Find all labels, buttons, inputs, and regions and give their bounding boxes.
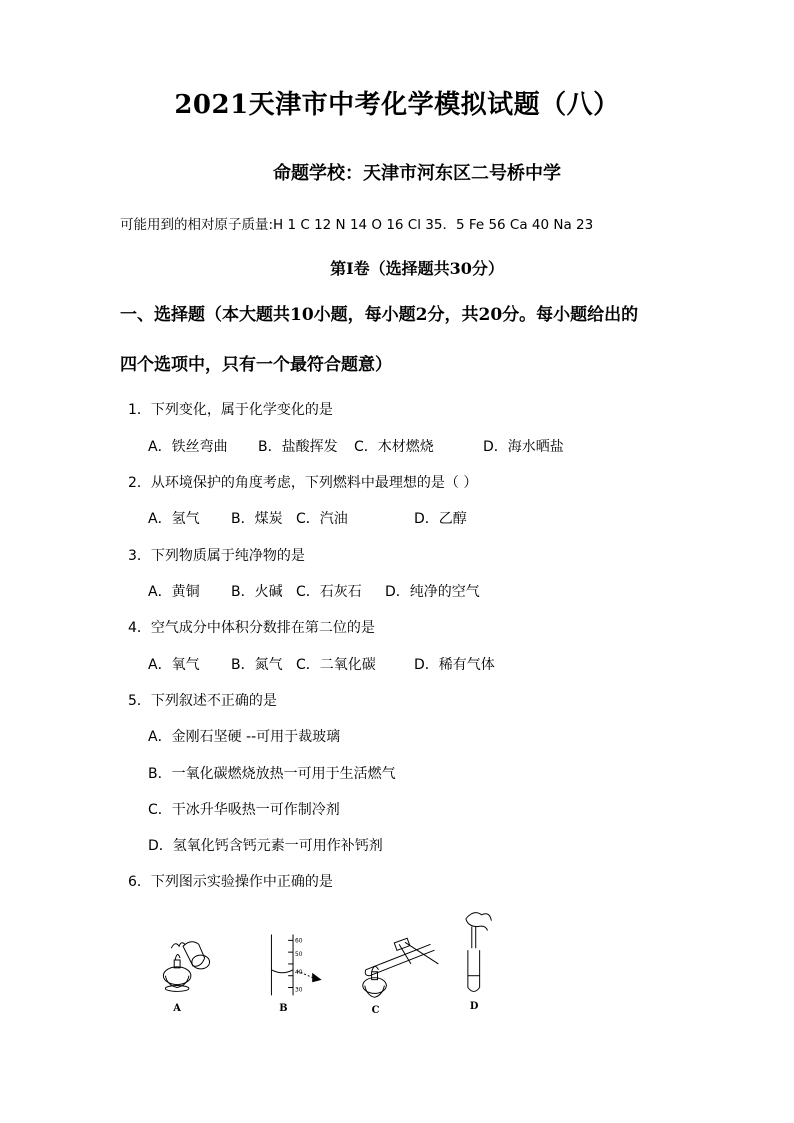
question-6-stem: 6．下列图示实验操作中正确的是 bbox=[128, 874, 333, 890]
figure-a-alcohol-lamps bbox=[163, 942, 209, 992]
atomic-masses: 可能用到的相对原子质量:H 1 C 12 N 14 O 16 Cl 35．5 Fe 56 Ca 40 Na 23 bbox=[120, 217, 594, 233]
question-1-stem: 1．下列变化，属于化学变化的是 bbox=[128, 402, 333, 418]
question-2-option-c: C．汽油 bbox=[296, 511, 348, 527]
section-title-line1: 一、选择题（本大题共10小题，每小题2分，共20分。每小题给出的 bbox=[120, 305, 639, 325]
figure-c-test-tube-heating bbox=[363, 938, 439, 997]
question-3-option-d: D．纯净的空气 bbox=[385, 584, 480, 600]
cylinder-tick-40: 40 bbox=[295, 969, 303, 976]
question-3-option-c: C．石灰石 bbox=[296, 584, 362, 600]
lab-operation-figures bbox=[150, 905, 550, 1015]
cylinder-tick-60: 60 bbox=[295, 938, 303, 945]
question-4-option-c: C．二氧化碳 bbox=[296, 657, 376, 673]
figure-label-a: A bbox=[173, 1003, 181, 1015]
question-3-option-b: B．火碱 bbox=[231, 584, 283, 600]
question-4-option-a: A．氧气 bbox=[148, 657, 200, 673]
question-5-option-c: C．干冰升华吸热一可作制冷剂 bbox=[148, 802, 340, 818]
question-5-stem: 5．下列叙述不正确的是 bbox=[128, 693, 277, 709]
question-5-option-b: B．一氧化碳燃烧放热一可用于生活燃气 bbox=[148, 766, 396, 782]
question-1-option-d: D．海水晒盐 bbox=[483, 439, 564, 455]
figure-d-dropper-test-tube bbox=[466, 913, 492, 992]
volume-title: 第I卷（选择题共30分） bbox=[330, 259, 504, 278]
question-5-option-d: D．氢氧化钙含钙元素一可用作补钙剂 bbox=[148, 838, 383, 854]
question-5-option-a: A．金刚石坚硬 --可用于裁玻璃 bbox=[148, 729, 341, 745]
question-2-option-b: B．煤炭 bbox=[231, 511, 283, 527]
question-2-option-a: A．氢气 bbox=[148, 511, 200, 527]
question-4-stem: 4．空气成分中体积分数排在第二位的是 bbox=[128, 620, 375, 636]
school-line: 命题学校：天津市河东区二号桥中学 bbox=[273, 163, 561, 184]
question-1-option-a: A．铁丝弯曲 bbox=[148, 439, 228, 455]
figure-label-b: B bbox=[279, 1003, 288, 1015]
question-4-option-b: B．氮气 bbox=[231, 657, 283, 673]
question-3-stem: 3．下列物质属于纯净物的是 bbox=[128, 548, 305, 564]
cylinder-tick-50: 50 bbox=[295, 952, 303, 959]
figure-label-c: C bbox=[371, 1005, 380, 1015]
question-2-stem: 2．从环境保护的角度考虑，下列燃料中最理想的是（ ） bbox=[128, 475, 478, 491]
exam-title: 2021天津市中考化学模拟试题（八） bbox=[174, 90, 620, 120]
question-1-option-b: B．盐酸挥发 bbox=[258, 439, 338, 455]
question-3-option-a: A．黄铜 bbox=[148, 584, 200, 600]
section-title-line2: 四个选项中，只有一个最符合题意） bbox=[120, 355, 392, 375]
cylinder-tick-30: 30 bbox=[295, 987, 303, 994]
question-2-option-d: D．乙醇 bbox=[414, 511, 467, 527]
question-1-option-c: C．木材燃烧 bbox=[354, 439, 434, 455]
figure-label-d: D bbox=[469, 1001, 479, 1013]
question-4-option-d: D．稀有气体 bbox=[414, 657, 495, 673]
